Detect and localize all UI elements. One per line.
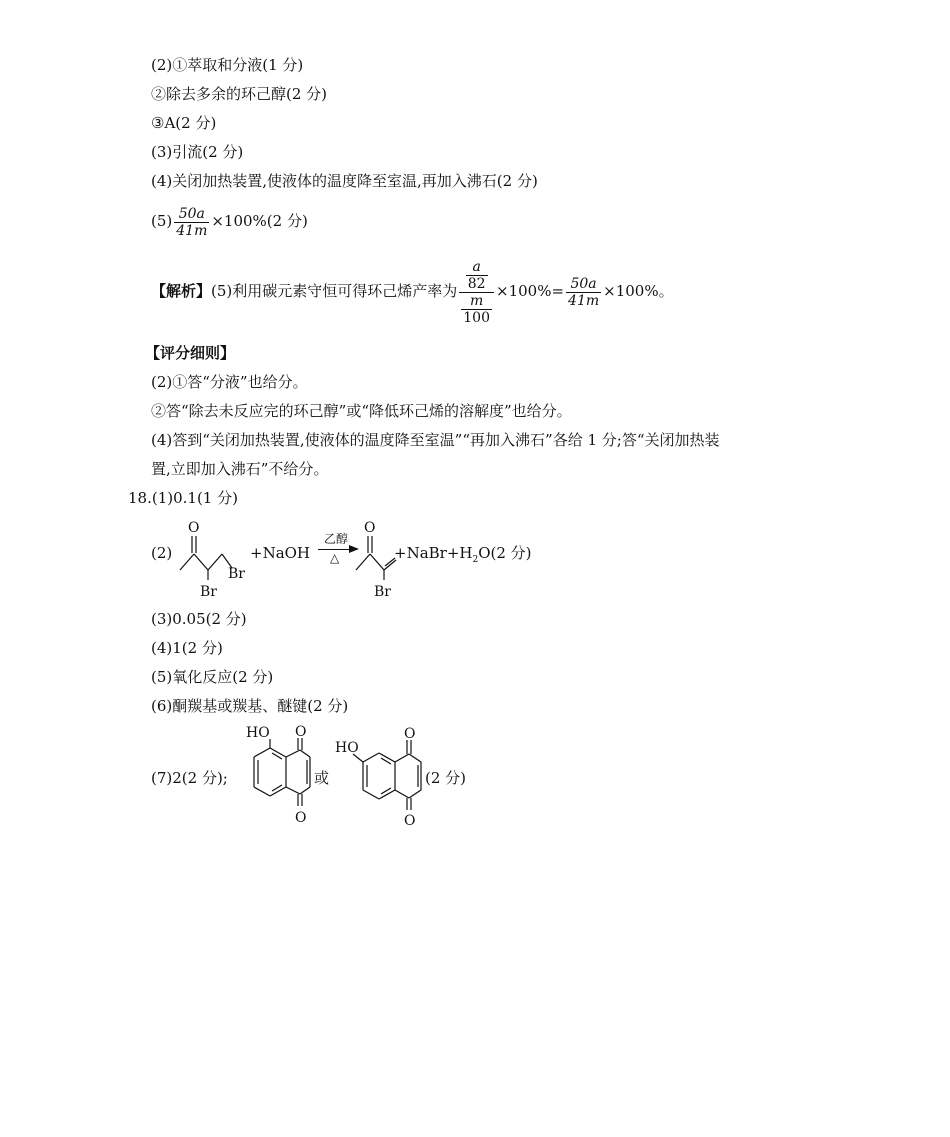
q17-part2-2: ②除去多余的环己醇(2 分)	[151, 85, 328, 103]
analysis-line	[151, 250, 674, 332]
q17-part2-3: ③A(2 分)	[151, 114, 217, 132]
q18-part7-prefix: (7)2(2 分);	[151, 769, 228, 787]
analysis-82: 82	[467, 275, 486, 292]
q18-part4: (4)1(2 分)	[151, 639, 223, 657]
analysis-m: m	[461, 293, 492, 310]
q18-naoh: +NaOH	[250, 544, 311, 562]
analysis-result-den: 41m	[568, 292, 600, 309]
q18-products	[394, 543, 532, 570]
analysis-label: 【解析】	[151, 282, 212, 300]
scoring-line-3: (4)答到“关闭加热装置,使液体的温度降至室温”“再加入沸石”各给 1 分;答“关闭加热装	[151, 431, 720, 449]
reactant-oxygen: O	[188, 520, 200, 536]
q17-part5-prefix: (5)	[151, 212, 173, 230]
q17-part5-fraction	[174, 206, 209, 239]
structure1-oxygen-bottom: O	[295, 810, 307, 826]
q18-part2-prefix: (2)	[151, 544, 173, 562]
reactant-bromoketone-structure	[170, 512, 260, 602]
reaction-condition-heat: △	[330, 551, 340, 565]
water-subscript: 2	[472, 555, 479, 565]
structure1-oxygen-top: O	[295, 724, 307, 740]
q17-part5-num: 50a	[174, 206, 209, 223]
q17-part4: (4)关闭加热装置,使液体的温度降至室温,再加入沸石(2 分)	[151, 172, 538, 190]
q18-part6: (6)酮羰基或羰基、醚键(2 分)	[151, 697, 349, 715]
structure2-oxygen-bottom: O	[404, 813, 416, 829]
q17-part3: (3)引流(2 分)	[151, 143, 244, 161]
analysis-mid: ×100%=	[496, 282, 565, 300]
scoring-line-1: (2)①答“分液”也给分。	[151, 373, 308, 391]
reactant-bromine-1: Br	[228, 566, 245, 582]
q18-products-main: +NaBr+H	[394, 544, 473, 562]
scoring-line-2: ②答“除去未反应完的环己醇”或“降低环己烯的溶解度”也给分。	[151, 402, 572, 420]
q18-products-end: O(2 分)	[478, 544, 532, 562]
analysis-big-den	[459, 293, 494, 326]
structure2-oxygen-top: O	[404, 726, 416, 742]
analysis-a: a	[466, 259, 488, 276]
analysis-big-num	[459, 259, 494, 293]
structure1-hydroxyl: HO	[246, 725, 270, 741]
scoring-line-4: 置,立即加入沸石”不给分。	[151, 460, 329, 478]
analysis-result-num: 50a	[566, 276, 601, 293]
analysis-text: (5)利用碳元素守恒可得环己烯产率为	[211, 282, 458, 300]
analysis-end: ×100%。	[603, 282, 674, 300]
q18-part3: (3)0.05(2 分)	[151, 610, 247, 628]
q17-part5	[151, 202, 308, 240]
q17-part2-1: (2)①萃取和分液(1 分)	[151, 56, 304, 74]
analysis-big-fraction	[459, 259, 494, 326]
q17-part5-suffix: ×100%(2 分)	[211, 212, 308, 230]
reactant-bromine-2: Br	[200, 584, 217, 600]
reaction-condition-ethanol: 乙醇	[324, 532, 349, 546]
q18-part5: (5)氧化反应(2 分)	[151, 668, 274, 686]
q17-part5-den: 41m	[176, 222, 208, 239]
q18-part7-suffix: (2 分)	[425, 769, 467, 787]
structure2-hydroxyl: HO	[335, 740, 359, 756]
or-word: 或	[314, 769, 330, 787]
scoring-title: 【评分细则】	[145, 344, 236, 362]
product-bromine: Br	[374, 584, 391, 600]
analysis-result-fraction	[566, 276, 601, 309]
analysis-100: 100	[463, 309, 490, 326]
product-oxygen: O	[364, 520, 376, 536]
q18-part1: 18.(1)0.1(1 分)	[128, 489, 238, 507]
